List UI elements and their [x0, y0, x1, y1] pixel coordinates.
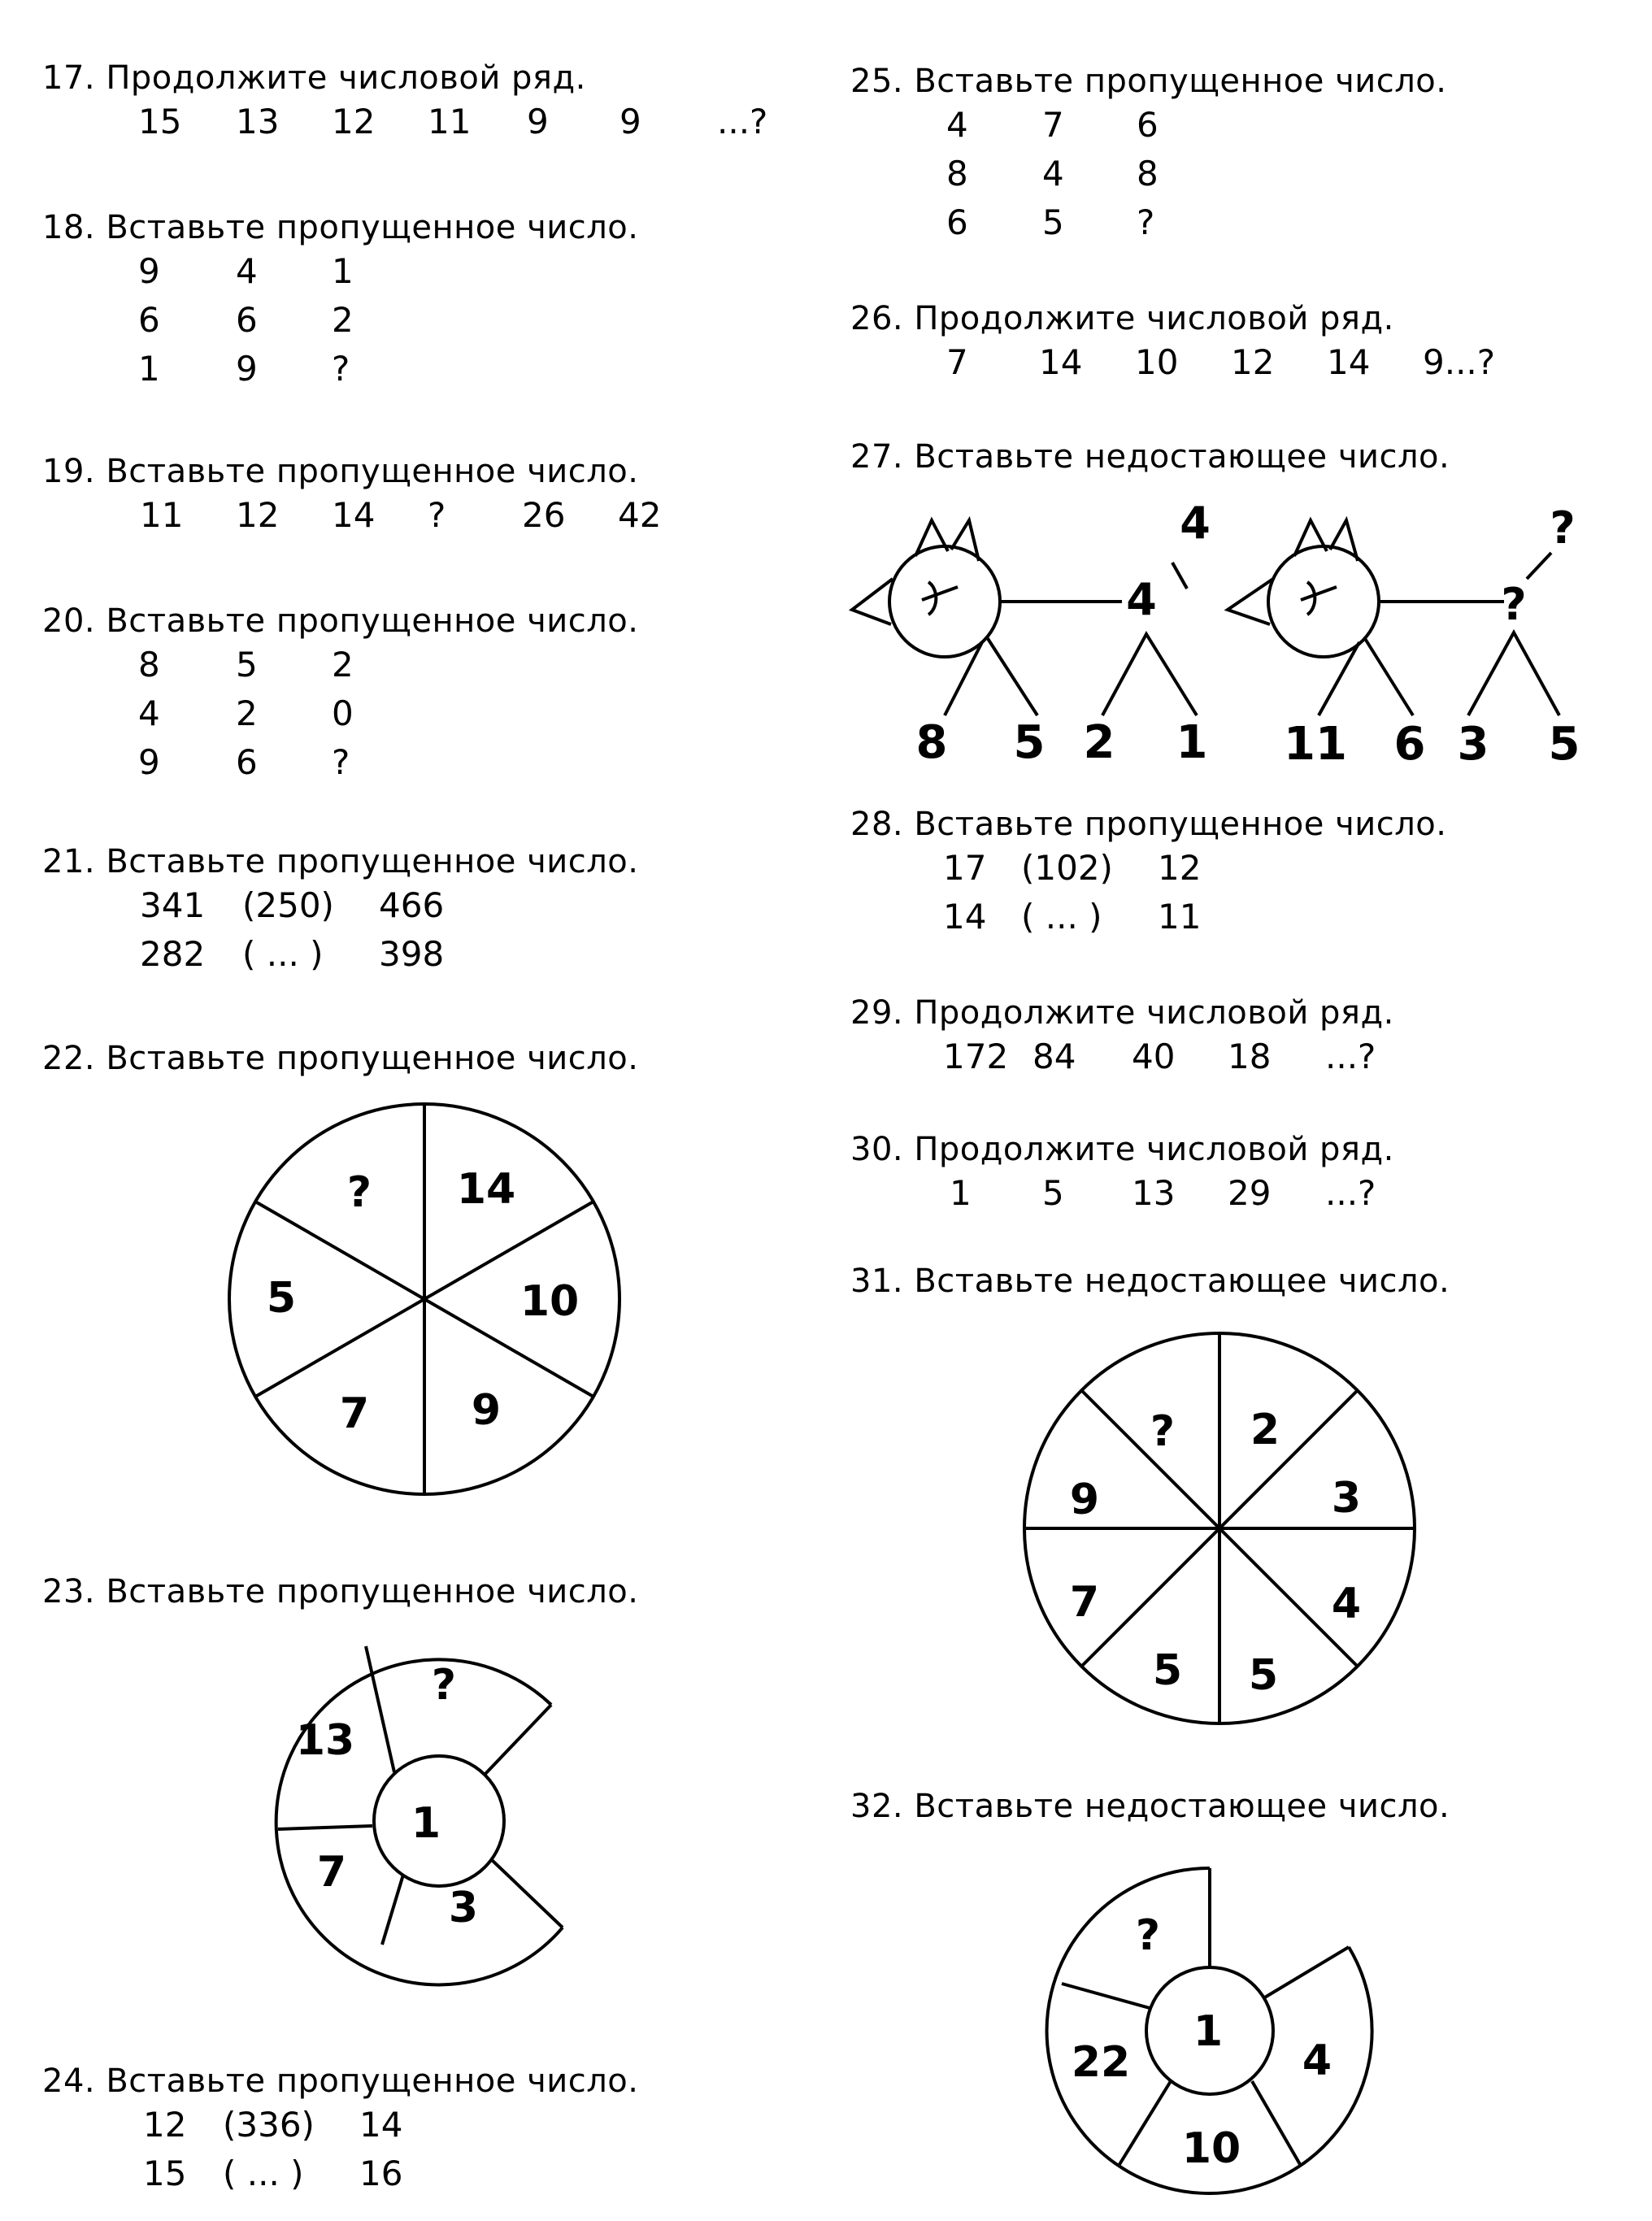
number-cell: 1	[138, 349, 160, 389]
number-cell: (336)	[223, 2105, 315, 2145]
number-cell: 4	[138, 693, 160, 733]
q31-sector-label: ?	[1150, 1407, 1176, 1456]
q31-sector-label: 2	[1250, 1406, 1280, 1454]
number-cell: 9	[138, 742, 160, 782]
number-cell: ?	[428, 495, 446, 535]
number-cell: 15	[138, 102, 182, 141]
q31-sector-label: 4	[1331, 1580, 1362, 1628]
number-cell: 4	[236, 251, 258, 291]
q23-segment-label: ?	[431, 1661, 457, 1710]
number-cell: 5	[236, 645, 258, 685]
number-cell: 1	[950, 1173, 972, 1213]
q31-wheel	[1024, 1333, 1415, 1723]
number-cell: 13	[1132, 1173, 1176, 1213]
number-cell: 4	[1042, 154, 1064, 193]
number-cell: 40	[1132, 1037, 1176, 1076]
question-title: 17. Продолжите числовой ряд.	[42, 59, 586, 97]
q27-foot-label: 2	[1083, 716, 1115, 769]
number-cell: 466	[379, 885, 445, 925]
q32-segment-label: 22	[1071, 2038, 1131, 2087]
number-cell: 18	[1228, 1037, 1272, 1076]
number-cell: 5	[1042, 1173, 1064, 1213]
number-cell: (102)	[1021, 848, 1113, 888]
number-cell: 15	[143, 2154, 187, 2193]
number-cell: 12	[1158, 848, 1202, 888]
question-title: 29. Продолжите числовой ряд.	[850, 994, 1394, 1032]
q27-foot-label: 5	[1548, 718, 1580, 771]
question-title: 30. Продолжите числовой ряд.	[850, 1131, 1394, 1168]
number-cell: 7	[1042, 105, 1064, 145]
q27-foot-label: 6	[1393, 718, 1426, 771]
number-cell: 10	[1135, 342, 1179, 382]
number-cell: 12	[236, 495, 280, 535]
q22-sector-label: ?	[346, 1168, 372, 1217]
number-cell: 6	[1137, 105, 1159, 145]
number-cell: 9	[527, 102, 549, 141]
question-title: 19. Вставьте пропущенное число.	[42, 453, 639, 490]
q27-foot-label: 11	[1284, 718, 1347, 771]
q27-foot-label: 3	[1457, 718, 1489, 771]
number-cell: 14	[943, 897, 987, 937]
number-cell: 0	[332, 693, 354, 733]
q27-tail-label: ?	[1550, 502, 1576, 554]
q27-tail-label: 4	[1180, 498, 1211, 549]
question-title: 32. Вставьте недостающее число.	[850, 1788, 1450, 1825]
number-cell: 6	[946, 202, 968, 242]
q31-sector-label: 7	[1069, 1578, 1100, 1627]
q27-top-label: 4	[1126, 574, 1157, 625]
number-cell: 29	[1228, 1173, 1272, 1213]
number-cell: ?	[332, 349, 350, 389]
number-cell: ...?	[717, 102, 768, 141]
question-title: 31. Вставьте недостающее число.	[850, 1263, 1450, 1300]
number-cell: 8	[946, 154, 968, 193]
q32-segment-label: ?	[1135, 1911, 1161, 1960]
number-cell: 9	[236, 349, 258, 389]
q22-sector-label: 5	[266, 1274, 297, 1323]
number-cell: 11	[1158, 897, 1202, 937]
number-cell: 282	[140, 934, 206, 974]
q32-segment-label: 4	[1302, 2036, 1332, 2085]
number-cell: 9...?	[1423, 342, 1496, 382]
q27-top-label: ?	[1501, 579, 1527, 630]
q31-sector-label: 3	[1331, 1474, 1362, 1523]
question-title: 23. Вставьте пропущенное число.	[42, 1573, 639, 1610]
number-cell: 14	[1039, 342, 1083, 382]
number-cell: 6	[236, 742, 258, 782]
question-title: 21. Вставьте пропущенное число.	[42, 843, 639, 880]
number-cell: 2	[332, 645, 354, 685]
question-title: 28. Вставьте пропущенное число.	[850, 806, 1447, 843]
question-title: 25. Вставьте пропущенное число.	[850, 63, 1447, 100]
number-cell: 8	[1137, 154, 1159, 193]
question-title: 24. Вставьте пропущенное число.	[42, 2062, 639, 2100]
number-cell: (250)	[242, 885, 334, 925]
number-cell: ?	[1137, 202, 1155, 242]
number-cell: 14	[359, 2105, 403, 2145]
number-cell: 16	[359, 2154, 403, 2193]
number-cell: ( ... )	[1021, 897, 1102, 937]
number-cell: 14	[332, 495, 376, 535]
q27-foot-label: 8	[915, 716, 948, 769]
q31-sector-label: 9	[1069, 1476, 1100, 1524]
number-cell: ?	[332, 742, 350, 782]
number-cell: 17	[943, 848, 987, 888]
number-cell: 172	[943, 1037, 1009, 1076]
number-cell: 13	[236, 102, 280, 141]
q22-sector-label: 10	[520, 1277, 580, 1326]
number-cell: 12	[143, 2105, 187, 2145]
q23-segment-label: 3	[448, 1884, 479, 1932]
number-cell: 9	[620, 102, 641, 141]
question-title: 26. Продолжите числовой ряд.	[850, 300, 1394, 337]
q22-sector-label: 14	[456, 1165, 516, 1214]
q27-foot-label: 1	[1176, 716, 1208, 769]
q31-sector-label: 5	[1248, 1651, 1279, 1700]
number-cell: 398	[379, 934, 445, 974]
number-cell: 84	[1032, 1037, 1076, 1076]
number-cell: 42	[618, 495, 662, 535]
q23-segment-label: 13	[295, 1716, 355, 1765]
question-title: 20. Вставьте пропущенное число.	[42, 602, 639, 640]
question-title: 27. Вставьте недостающее число.	[850, 438, 1450, 476]
q27-foot-label: 5	[1013, 716, 1046, 769]
number-cell: 12	[332, 102, 376, 141]
number-cell: ( ... )	[242, 934, 324, 974]
number-cell: 4	[946, 105, 968, 145]
q32-segment-label: 10	[1181, 2124, 1241, 2173]
number-cell: 11	[140, 495, 184, 535]
q32-center-label: 1	[1193, 2007, 1224, 2056]
number-cell: ( ... )	[223, 2154, 304, 2193]
q31-sector-label: 5	[1152, 1646, 1183, 1695]
number-cell: ...?	[1325, 1173, 1376, 1213]
number-cell: 14	[1327, 342, 1371, 382]
number-cell: 7	[946, 342, 968, 382]
question-title: 18. Вставьте пропущенное число.	[42, 209, 639, 246]
number-cell: 341	[140, 885, 206, 925]
number-cell: 6	[236, 300, 258, 340]
number-cell: 11	[428, 102, 472, 141]
q23-segment-label: 7	[316, 1848, 347, 1897]
q23-center-label: 1	[411, 1799, 441, 1848]
number-cell: 26	[522, 495, 566, 535]
number-cell: 2	[236, 693, 258, 733]
q22-sector-label: 9	[471, 1386, 502, 1435]
number-cell: 12	[1231, 342, 1275, 382]
number-cell: 1	[332, 251, 354, 291]
number-cell: 8	[138, 645, 160, 685]
number-cell: 2	[332, 300, 354, 340]
number-cell: 5	[1042, 202, 1064, 242]
number-cell: 6	[138, 300, 160, 340]
question-title: 22. Вставьте пропущенное число.	[42, 1040, 639, 1077]
q22-sector-label: 7	[339, 1389, 370, 1438]
number-cell: 9	[138, 251, 160, 291]
number-cell: ...?	[1325, 1037, 1376, 1076]
